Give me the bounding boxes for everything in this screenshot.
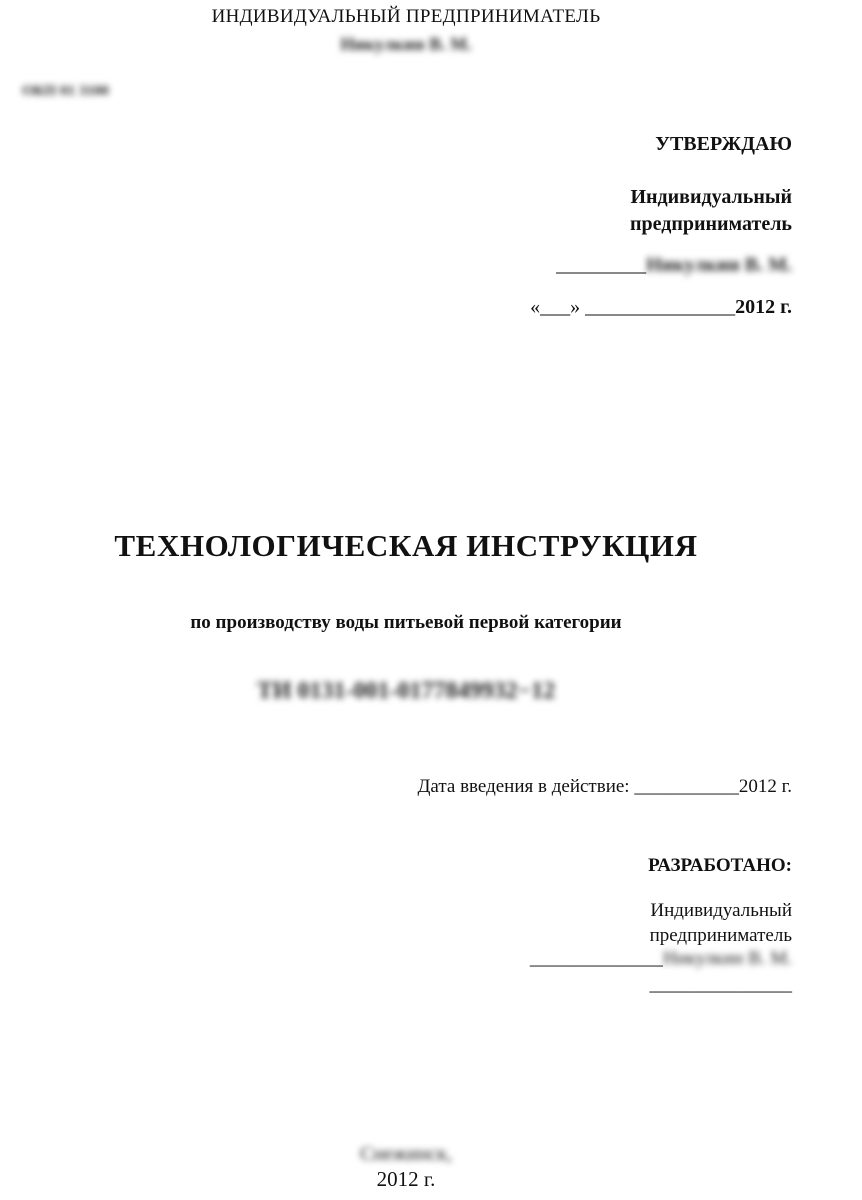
document-title: ТЕХНОЛОГИЧЕСКАЯ ИНСТРУКЦИЯ: [114, 528, 698, 563]
org-title: ИНДИВИДУАЛЬНЫЙ ПРЕДПРИНИМАТЕЛЬ: [211, 6, 601, 27]
document-subtitle: по производству воды питьевой первой категории: [190, 612, 622, 633]
approval-position-line1: Индивидуальный: [630, 186, 792, 208]
document-code: ТИ 0131-001-0177849932−12: [256, 678, 556, 704]
developed-signature-blank: ______________: [529, 948, 663, 969]
approval-title: УТВЕРЖДАЮ: [655, 133, 792, 155]
footer-city: Снежинск,: [360, 1143, 452, 1165]
effective-date-label: Дата введения в действие:: [417, 776, 630, 797]
developed-signature-line: [530, 948, 792, 970]
date-close-quote: »: [570, 296, 581, 318]
developed-position-line2: предприниматель: [649, 925, 792, 946]
developed-date-blank: _______________: [649, 974, 792, 995]
okp-code: ОКП 01 3100: [22, 83, 109, 99]
date-day-blank: ___: [540, 296, 571, 318]
footer-year: 2012 г.: [376, 1167, 436, 1191]
approval-date-year: 2012 г.: [735, 296, 792, 318]
date-open-quote: «: [530, 296, 541, 318]
effective-date-line: [417, 776, 792, 798]
approval-date-line: [530, 296, 792, 319]
approval-signature-line: [556, 254, 792, 277]
developed-position-line1: Индивидуальный: [650, 900, 792, 921]
effective-date-year: 2012 г.: [738, 776, 792, 797]
approval-signature-name: Никулкин В. М.: [646, 254, 792, 276]
owner-name: Никулкин В. М.: [340, 34, 472, 54]
effective-date-blank: ___________: [634, 776, 739, 797]
developed-signature-name: Никулкин В. М.: [662, 948, 792, 969]
signature-blank: _________: [556, 254, 647, 276]
developed-title: РАЗРАБОТАНО:: [648, 855, 792, 876]
approval-position-line2: предприниматель: [629, 213, 792, 235]
date-month-blank: _______________: [585, 296, 736, 318]
